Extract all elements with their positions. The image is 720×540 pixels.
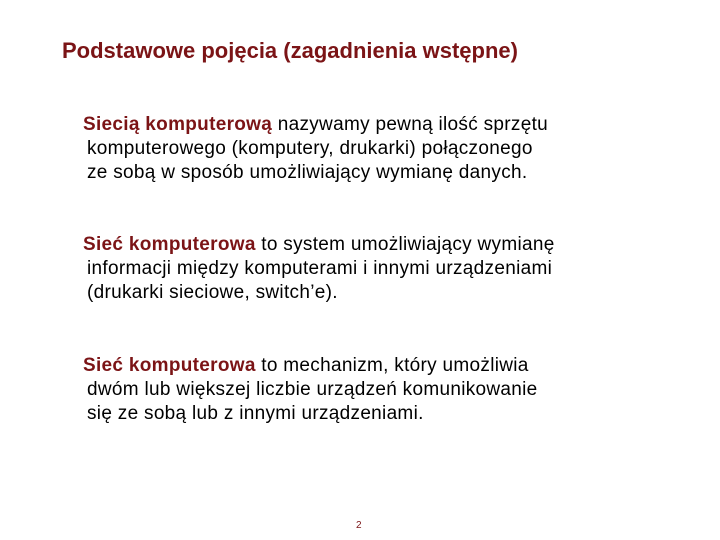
definition-paragraph-1 [80, 113, 680, 185]
term-highlight: Sieć komputerowa [83, 355, 256, 376]
paragraph-line [80, 354, 680, 378]
paragraph-line [80, 233, 680, 257]
paragraph-text: to mechanizm, który umożliwia [255, 355, 529, 376]
paragraph-text: to system umożliwiający wymianę [255, 234, 555, 255]
page-number: 2 [356, 520, 362, 531]
slide-title: Podstawowe pojęcia (zagadnienia wstępne) [62, 38, 518, 63]
paragraph-line: informacji między komputerami i innymi urządzeniami [87, 258, 553, 279]
paragraph-text: nazywamy pewną ilość sprzętu [272, 114, 549, 135]
definition-paragraph-3 [80, 354, 680, 426]
paragraph-line: ze sobą w sposób umożliwiający wymianę danych. [87, 162, 528, 183]
term-highlight: Siecią komputerową [83, 114, 273, 135]
paragraph-line: dwóm lub większej liczbie urządzeń komunikowanie [87, 379, 538, 400]
definition-paragraph-2 [80, 233, 680, 305]
paragraph-line: komputerowego (komputery, drukarki) połączonego [87, 138, 533, 159]
paragraph-line: (drukarki sieciowe, switch’e). [87, 282, 338, 303]
paragraph-line [80, 113, 680, 137]
term-highlight: Sieć komputerowa [83, 234, 256, 255]
paragraph-line: się ze sobą lub z innymi urządzeniami. [87, 403, 424, 424]
